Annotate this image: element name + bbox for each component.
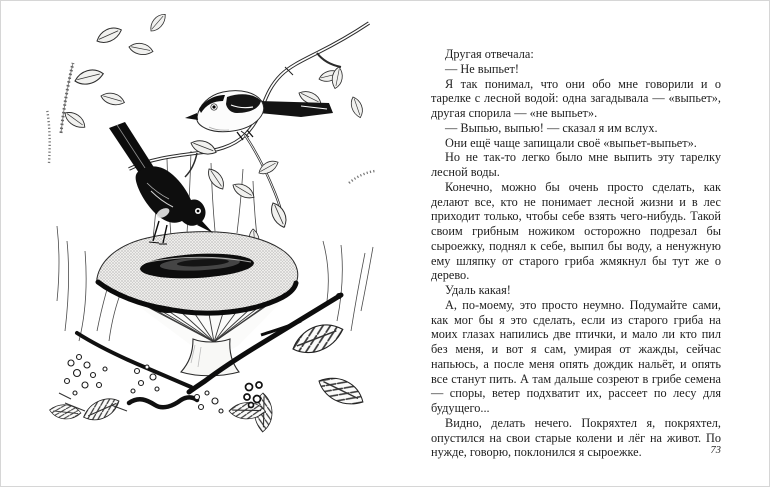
paragraph: — Выпью, выпью! — сказал я им вслух. <box>445 120 658 135</box>
old-mushroom <box>97 232 298 376</box>
illustration-birds-mushroom <box>15 5 419 435</box>
paragraph: Конечно, можно бы очень просто сделать, как делают все, кто не понимает лесной жизни и в лес приходит только, чтобы себе взять чего-нибудь. Такой своим грибным ножиком осторожно подрезал бы сыроежку, поднял к себе, выпил бы воду, а ненужную ему шляпку от старого гриба жмякнул бы тут же о дерево. <box>431 179 721 283</box>
paragraph: Они ещё чаще запищали своё «выпьет-выпьет». <box>445 135 697 150</box>
page-number: 73 <box>710 445 721 456</box>
paragraph: А, по-моему, это просто неумно. Подумайте сами, как мог бы я это сделать, если из старого гриба на моих глазах напились две птички, и мало ли кто пил без меня, и вот я сам, умирая от жажды, сейчас напьюсь, а после меня опять дождик нальёт, и опять все станут пить. А там дальше созреют в грибе семена — споры, ветер подхватит их, рассеет по лесу для будущего... <box>431 297 721 415</box>
paragraph: Видно, делать нечего. Покряхтел я, покряхтел, опустился на свои старые колени и лёг на живот. По нужде, говорю, поклонился я сыроежке. <box>431 415 721 460</box>
paragraph: — Не выпьет! <box>445 61 519 76</box>
paragraph: Я так понимал, что они обо мне говорили и о тарелке с лесной водой: одна загадывала — «выпьет», другая спорила — «не выпьет». <box>431 76 721 120</box>
drinking-bird <box>109 122 213 244</box>
paragraph: Другая отвечала: <box>445 47 534 61</box>
birch-leaves <box>63 12 364 251</box>
right-page-text <box>431 47 721 460</box>
perched-bird-beak <box>185 113 198 120</box>
mushroom-stem <box>181 339 239 376</box>
paragraph: Но не так-то легко было мне выпить эту тарелку лесной воды. <box>431 150 721 179</box>
paragraph: Удаль какая! <box>445 283 511 297</box>
